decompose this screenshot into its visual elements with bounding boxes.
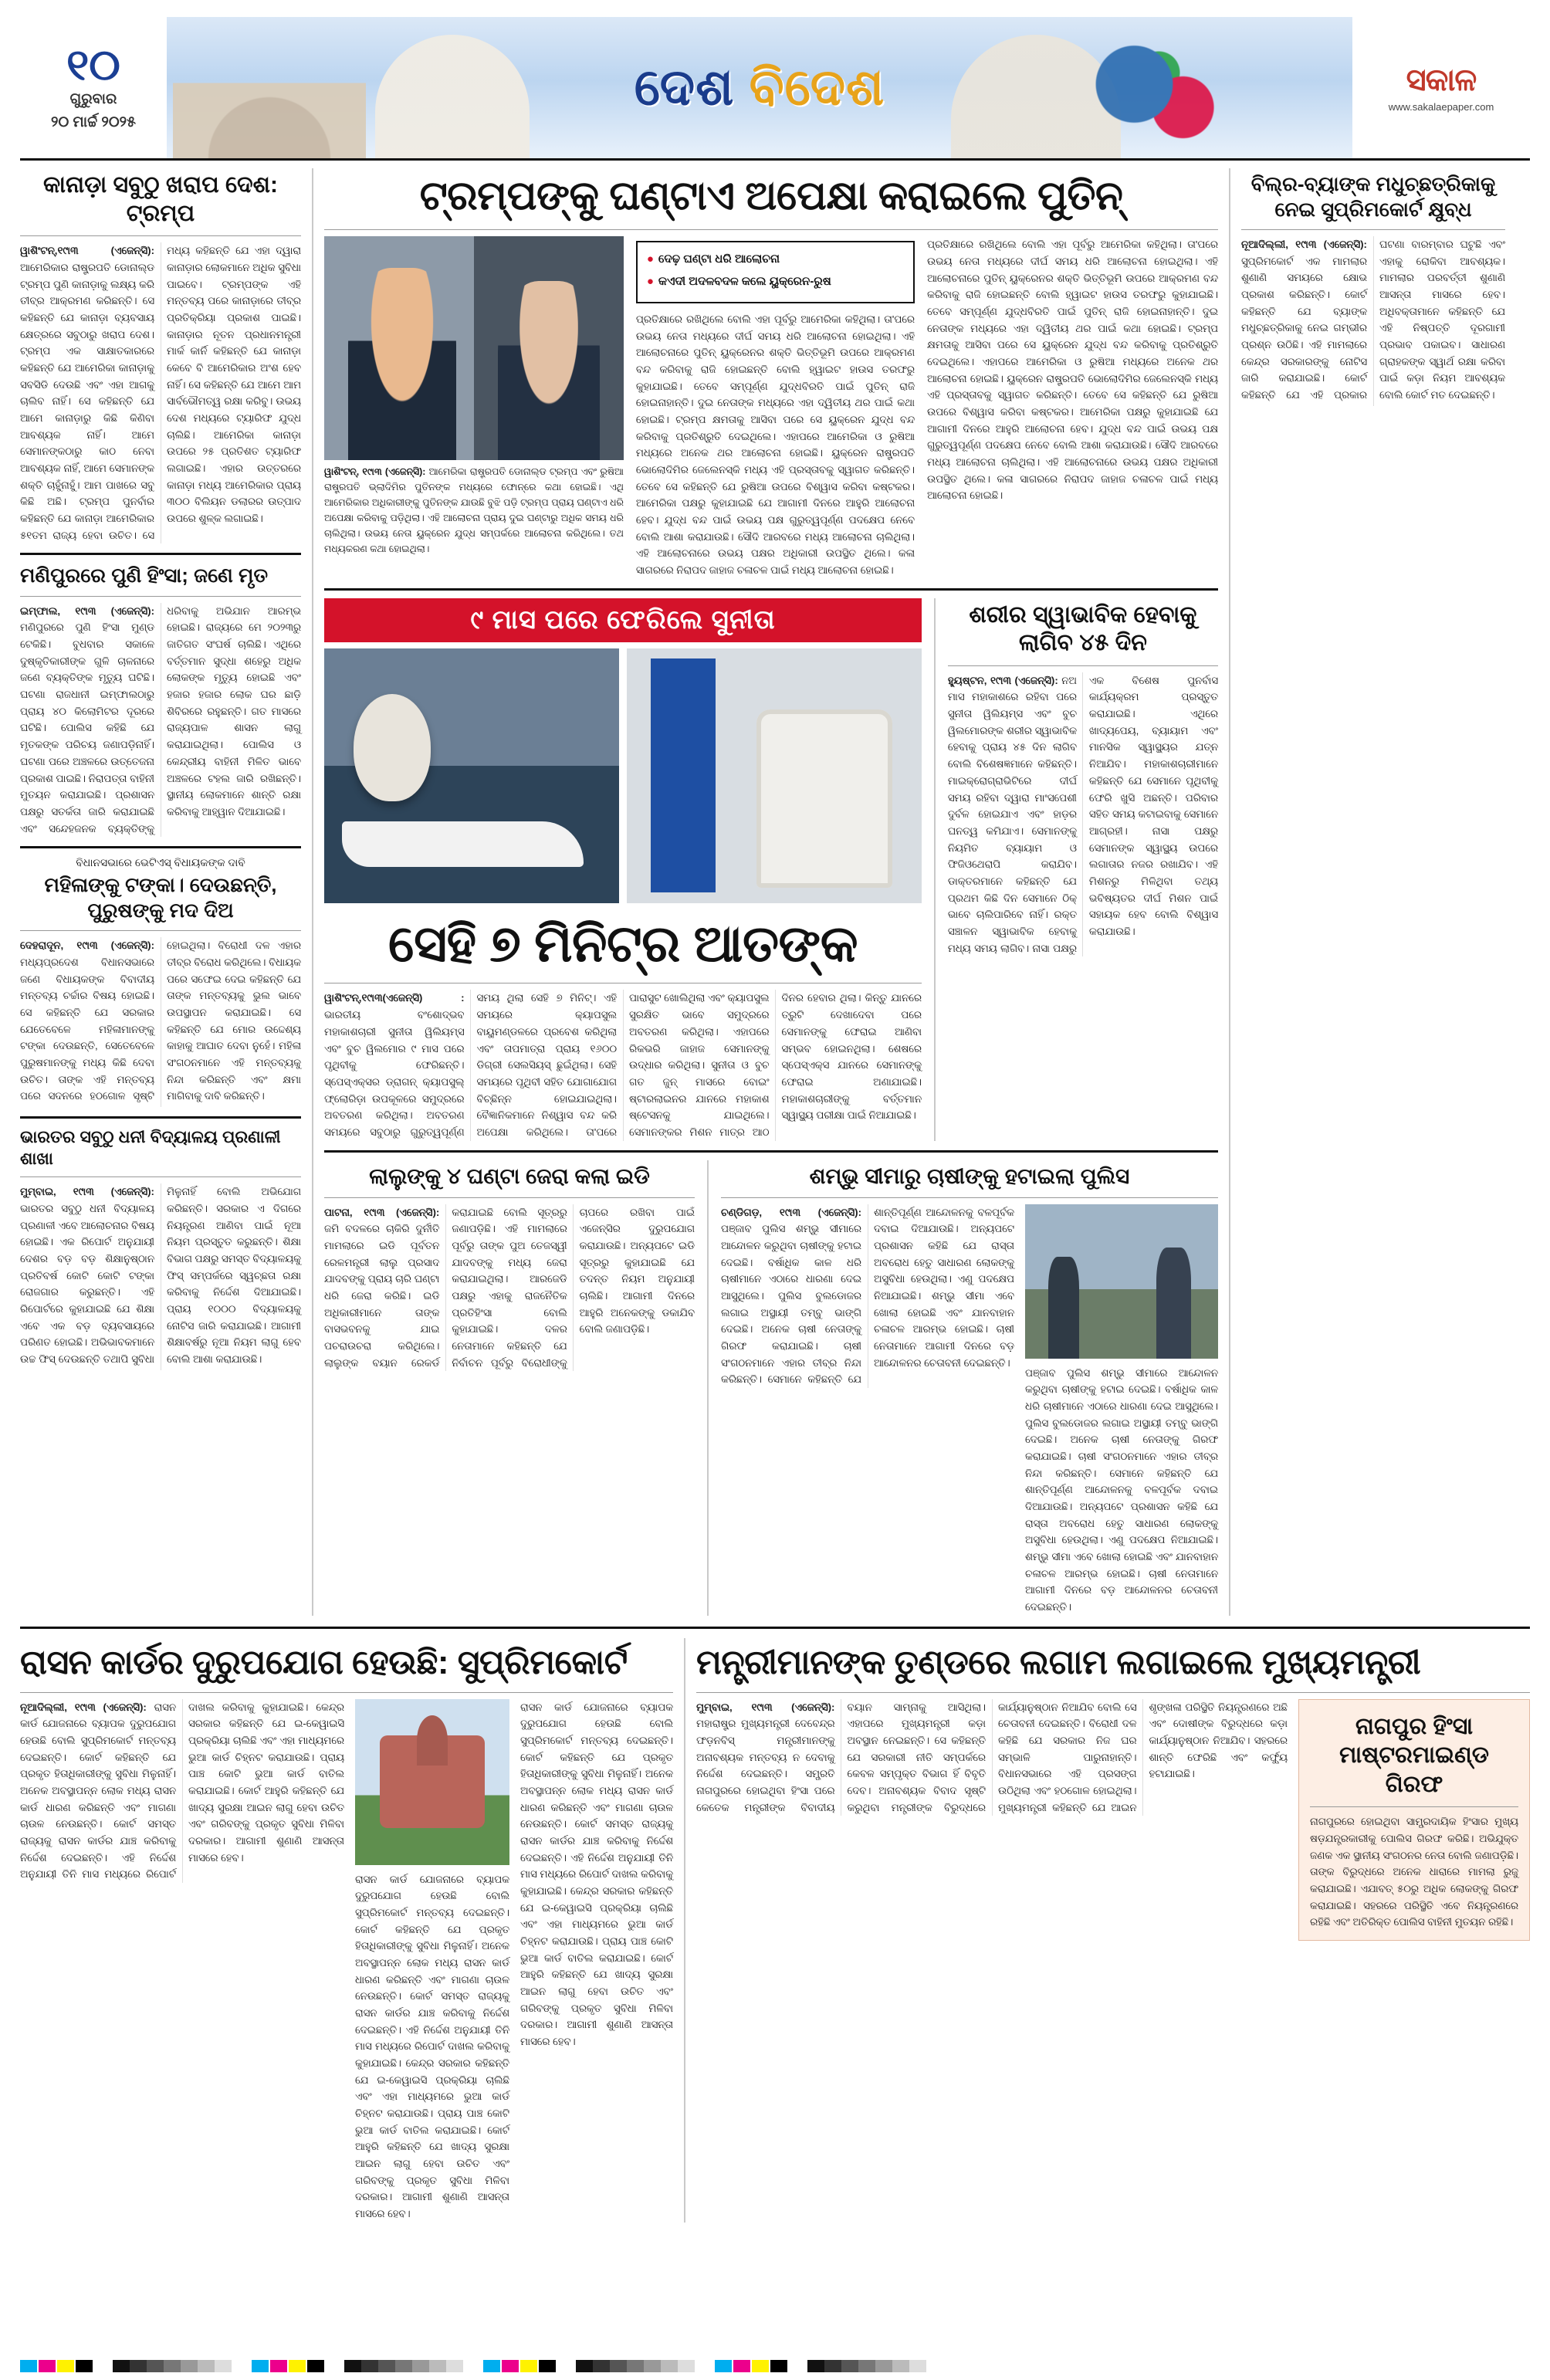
article-body	[324, 990, 922, 1140]
swatch-yellow	[57, 2360, 74, 2372]
article-body	[20, 242, 301, 543]
article-cm-ministers	[685, 1638, 1530, 2223]
body-text-continued: ପଞ୍ଜାବ ପୁଲିସ ଶମ୍ଭୁ ସୀମାରେ ଆନ୍ଦୋଳନ କରୁଥିବା ଚାଷୀଙ୍କୁ ହଟାଇ ଦେଇଛି। ବର୍ଷାଧିକ କାଳ ଧରି ଚାଷୀମାନେ ଏଠାରେ ଧାରଣା ଦେଇ ଆସୁଥିଲେ। ପୁଲିସ ବୁଲଡୋଜର ଲଗାଇ ଅସ୍ଥାୟୀ ତମ୍ବୁ ଭାଙ୍ଗି ଦେଇଛି। ଅନେକ ଚାଷୀ ନେତାଙ୍କୁ ଗିରଫ କରାଯାଇଛି। ଚାଷୀ ସଂଗଠନମାନେ ଏହାର ତୀବ୍ର ନିନ୍ଦା କରିଛନ୍ତି। ସେମାନେ କହିଛନ୍ତି ଯେ ଶାନ୍ତିପୂର୍ଣ୍ଣ ଆନ୍ଦୋଳନକୁ ବଳପୂର୍ବକ ଦବାଇ ଦିଆଯାଉଛି। ଅନ୍ୟପଟେ ପ୍ରଶାସନ କହିଛି ଯେ ରାସ୍ତା ଅବରୋଧ ହେତୁ ସାଧାରଣ ଲୋକଙ୍କୁ ଅସୁବିଧା ହେଉଥିଲା। ଏଣୁ ପଦକ୍ଷେପ ନିଆଯାଇଛି। ଶମ୍ଭୁ ସୀମା ଏବେ ଖୋଲା ହୋଇଛି ଏବଂ ଯାନବାହାନ ଚଳାଚଳ ଆରମ୍ଭ ହୋଇଛି। ଚାଷୀ ନେତାମାନେ ଆଗାମୀ ଦିନରେ ବଡ଼ ଆନ୍ଦୋଳନର ଚେତାବନୀ ଦେଇଛନ୍ତି।	[1025, 1366, 1218, 1613]
sidebar-nagpur-arrest	[1298, 1699, 1530, 1941]
dateline: ଇମ୍ଫାଲ, ୧୯ା୩ (ଏଜେନ୍ସି):	[20, 604, 154, 617]
parliament-building-graphic	[173, 42, 366, 158]
dateline: ପାଟନା, ୧୯ା୩ (ଏଜେନ୍ସି):	[324, 1206, 440, 1218]
caption-text: ଆମେରିକା ରାଷ୍ଟ୍ରପତି ଡୋନାଲ୍ଡ ଟ୍ରମ୍ପ ଏବଂ ରୁଷିଆ ରାଷ୍ଟ୍ରପତି ଭ୍ଲାଦିମିର ପୁତିନଙ୍କ ମଧ୍ୟରେ ଫୋନ୍‌ରେ କଥା ହୋଇଛି। ଏଥି ଆମେରିକାର ଅଧିକାରୀଙ୍କୁ ପୁତିନଙ୍କ ଯାଉଛି ବୁଝି ପଡ଼ି ଟ୍ରମ୍ପ ପ୍ରାୟ ଘଣ୍ଟାଏ ଧରି ଅପେକ୍ଷା କରିବାକୁ ପଡ଼ିଥିଲା। ଏହି ଆଲୋଚନା ପ୍ରାୟ ଦୁଇ ଘଣ୍ଟାରୁ ଅଧିକ ସମୟ ଧରି ଚାଲିଥିଲା। ଉଭୟ ନେତା ୟୁକ୍ରେନ ଯୁଦ୍ଧ ସମ୍ପର୍କରେ ଆଲୋଚନା କରିଥିଲେ। ତଥ ମଧ୍ୟକରଣ କଥା ହୋଇଥିଲା।	[324, 466, 624, 554]
article-health-recovery	[948, 598, 1218, 1141]
article-putin-trump-lead	[324, 173, 1218, 579]
world-flags-graphic	[1078, 38, 1240, 154]
headline: ମଣିପୁରରେ ପୁଣି ହିଂସା; ଜଣେ ମୃତ	[20, 564, 269, 587]
column-divider	[707, 1160, 709, 1616]
publication-logo	[1352, 17, 1530, 158]
body-text: ସୁପ୍ରିମକୋର୍ଟ ଏକ ମାମଲାର ଶୁଣାଣି ସମୟରେ କ୍ଷୋଭ ପ୍ରକାଶ କରିଛନ୍ତି। କୋର୍ଟ କହିଛନ୍ତି ଯେ ବ୍ୟାଙ୍କ ମଧୁଚ୍ଛତ୍ରିକାକୁ ନେଇ ଗମ୍ଭୀର ପ୍ରଶ୍ନ ଉଠିଛି। ଏହି ମାମଲାରେ କେନ୍ଦ୍ର ସରକାରଙ୍କୁ ନୋଟିସ ଜାରି କରାଯାଇଛି। କୋର୍ଟ କହିଛନ୍ତି ଯେ ଏହି ପ୍ରକାର ଘଟଣା ବାରମ୍ବାର ଘଟୁଛି ଏବଂ ଏହାକୁ ରୋକିବା ଆବଶ୍ୟକ। ମାମଲାର ପରବର୍ତ୍ତୀ ଶୁଣାଣି ଆସନ୍ତା ମାସରେ ହେବ। ଅଧିବକ୍ତାମାନେ କହିଛନ୍ତି ଯେ ଏହି ନିଷ୍ପତ୍ତି ଦୂରଗାମୀ ପ୍ରଭାବ ପକାଇବ। ସାଧାରଣ ଗ୍ରାହକଙ୍କ ସ୍ୱାର୍ଥ ରକ୍ଷା କରିବା ପାଇଁ କଡ଼ା ନିୟମ ଆବଶ୍ୟକ ବୋଲି କୋର୍ଟ ମତ ଦେଇଛନ୍ତି।	[1241, 239, 1505, 401]
article-body	[1310, 1813, 1518, 1931]
page-number: ୧୦	[66, 39, 120, 89]
article-bank-supremecourt	[1241, 171, 1505, 406]
dateline: ୱାଶିଂଟନ୍‌,୧୯ା୩ (ଏଜେନ୍ସି):	[20, 245, 154, 257]
masthead	[20, 17, 1530, 161]
photo-capsule-splashdown	[324, 648, 619, 903]
lower-center-row	[324, 1160, 1218, 1616]
article-mla-demand	[20, 856, 301, 1107]
article-body	[20, 603, 301, 837]
highlight-item-1	[647, 273, 904, 290]
article-body-continued	[1025, 1365, 1218, 1616]
article-body	[721, 1204, 1014, 1388]
body-text: ପଞ୍ଜାବ ପୁଲିସ ଶମ୍ଭୁ ସୀମାରେ ଆନ୍ଦୋଳନ କରୁଥିବା ଚାଷୀଙ୍କୁ ହଟାଇ ଦେଇଛି। ବର୍ଷାଧିକ କାଳ ଧରି ଚାଷୀମାନେ ଏଠାରେ ଧାରଣା ଦେଇ ଆସୁଥିଲେ। ପୁଲିସ ବୁଲଡୋଜର ଲଗାଇ ଅସ୍ଥାୟୀ ତମ୍ବୁ ଭାଙ୍ଗି ଦେଇଛି। ଅନେକ ଚାଷୀ ନେତାଙ୍କୁ ଗିରଫ କରାଯାଇଛି। ଚାଷୀ ସଂଗଠନମାନେ ଏହାର ତୀବ୍ର ନିନ୍ଦା କରିଛନ୍ତି। ସେମାନେ କହିଛନ୍ତି ଯେ ଶାନ୍ତିପୂର୍ଣ୍ଣ ଆନ୍ଦୋଳନକୁ ବଳପୂର୍ବକ ଦବାଇ ଦିଆଯାଉଛି। ଅନ୍ୟପଟେ ପ୍ରଶାସନ କହିଛି ଯେ ରାସ୍ତା ଅବରୋଧ ହେତୁ ସାଧାରଣ ଲୋକଙ୍କୁ ଅସୁବିଧା ହେଉଥିଲା। ଏଣୁ ପଦକ୍ଷେପ ନିଆଯାଇଛି। ଶମ୍ଭୁ ସୀମା ଏବେ ଖୋଲା ହୋଇଛି ଏବଂ ଯାନବାହାନ ଚଳାଚଳ ଆରମ୍ଭ ହୋଇଛି। ଚାଷୀ ନେତାମାନେ ଆଗାମୀ ଦିନରେ ବଡ଼ ଆନ୍ଦୋଳନର ଚେତାବନୀ ଦେଇଛନ୍ତି।	[721, 1206, 1014, 1386]
body-text: ନଅ ମାସ ମହାକାଶରେ ରହିବା ପରେ ସୁନୀତା ୱିଲିୟମ୍ସ ଏବଂ ବୁଚ ୱିଲମୋରଙ୍କ ଶରୀର ସ୍ୱାଭାବିକ ହେବାକୁ ପ୍ରାୟ ୪୫ ଦିନ ଲାଗିବ ବୋଲି ବିଶେଷଜ୍ଞମାନେ କହିଛନ୍ତି। ମାଇକ୍ରୋଗ୍ରାଭିଟିରେ ଦୀର୍ଘ ସମୟ ରହିବା ଦ୍ୱାରା ମାଂସପେଶୀ ଦୁର୍ବଳ ହୋଇଯାଏ ଏବଂ ହାଡ଼ର ଘନତ୍ୱ କମିଯାଏ। ସେମାନଙ୍କୁ ନିୟମିତ ବ୍ୟାୟାମ ଓ ଫିଜିଓଥେରାପି କରାଯିବ। ଡାକ୍ତରମାନେ କହିଛନ୍ତି ଯେ ପ୍ରଥମ କିଛି ଦିନ ସେମାନେ ଠିକ୍‌ ଭାବେ ଚାଲିପାରିବେ ନାହିଁ। ରକ୍ତ ସଞ୍ଚାଳନ ସ୍ୱାଭାବିକ ହେବାକୁ ମଧ୍ୟ ସମୟ ଲାଗିବ। ନାସା ପକ୍ଷରୁ ଏକ ବିଶେଷ ପୁନର୍ବାସ କାର୍ଯ୍ୟକ୍ରମ ପ୍ରସ୍ତୁତ କରାଯାଇଛି। ଏଥିରେ ଖାଦ୍ୟପେୟ, ବ୍ୟାୟାମ ଏବଂ ମାନସିକ ସ୍ୱାସ୍ଥ୍ୟର ଯତ୍ନ ନିଆଯିବ। ମହାକାଶଚାରୀମାନେ କହିଛନ୍ତି ଯେ ସେମାନେ ପୃଥିବୀକୁ ଫେରି ଖୁସି ଅଛନ୍ତି। ପରିବାର ସହିତ ସମୟ କଟାଇବାକୁ ସେମାନେ ଆଗ୍ରହୀ। ନାସା ପକ୍ଷରୁ ସେମାନଙ୍କ ସ୍ୱାସ୍ଥ୍ୟ ଉପରେ ଲଗାତାର ନଜର ରଖାଯିବ। ଏହି ମିଶନରୁ ମିଳିଥିବା ତଥ୍ୟ ଭବିଷ୍ୟତର ଦୀର୍ଘ ମିଶନ ପାଇଁ ସହାୟକ ହେବ ବୋଲି ବିଶ୍ୱାସ କରାଯାଉଛି।	[947, 674, 1218, 954]
section-title-part2: ବିଦେଶ	[749, 58, 885, 115]
kicker: ବିଧାନସଭାରେ ଭେଟିଏସ୍‌ ବିଧାୟକଙ୍କ ଦାବି	[76, 856, 245, 869]
body-text: ଆମେରିକାର ରାଷ୍ଟ୍ରପତି ଡୋନାଲ୍ଡ ଟ୍ରମ୍ପ ପୁଣି କାନାଡ଼ାକୁ ଲକ୍ଷ୍ୟ କରି ତୀବ୍ର ଆକ୍ରମଣ କରିଛନ୍ତି। ସେ କହିଛନ୍ତି ଯେ କାନାଡ଼ା ବ୍ୟବସାୟ କ୍ଷେତ୍ରରେ ସବୁଠାରୁ ଖରାପ ଦେଶ। ଟ୍ରମ୍ପ ଏକ ସାକ୍ଷାତକାରରେ କହିଛନ୍ତି ଯେ ଆମେରିକା କାନାଡ଼ାକୁ ସବସିଡି ଦେଉଛି ଏବଂ ଏହା ଆଗକୁ ଚାଲିବ ନାହିଁ। ସେ କହିଛନ୍ତି ଯେ ଆମେ କାନାଡ଼ାରୁ କିଛି କିଣିବା ଆବଶ୍ୟକ ନାହିଁ। ଆମେ ସେମାନଙ୍କଠାରୁ କାଠ ନେବା ଆବଶ୍ୟକ ନାହିଁ, ଆମେ ସେମାନଙ୍କ ଶକ୍ତି ଚାହୁଁନାହୁଁ। ଆମ ପାଖରେ ସବୁ କିଛି ଅଛି। ଟ୍ରମ୍ପ ପୁନର୍ବାର କହିଛନ୍ତି ଯେ କାନାଡ଼ା ଆମେରିକାର ୫୧ତମ ରାଜ୍ୟ ହେବା ଉଚିତ। ସେ ମଧ୍ୟ କହିଛନ୍ତି ଯେ ଏହା ଦ୍ୱାରା କାନାଡ଼ାର ଲୋକମାନେ ଅଧିକ ସୁବିଧା ପାଇବେ। ଟ୍ରମ୍ପଙ୍କ ଏହି ମନ୍ତବ୍ୟ ପରେ କାନାଡ଼ାରେ ତୀବ୍ର ପ୍ରତିକ୍ରିୟା ପ୍ରକାଶ ପାଇଛି। କାନାଡ଼ାର ନୂତନ ପ୍ରଧାନମନ୍ତ୍ରୀ ମାର୍କ କାର୍ନି କହିଛନ୍ତି ଯେ କାନାଡ଼ା କେବେ ବି ଆମେରିକାର ଅଂଶ ହେବ ନାହିଁ। ସେ କହିଛନ୍ତି ଯେ ଆମେ ଆମ ସାର୍ବଭୌମତ୍ୱ ରକ୍ଷା କରିବୁ। ଉଭୟ ଦେଶ ମଧ୍ୟରେ ଟ୍ୟାରିଫ ଯୁଦ୍ଧ ଚାଲିଛି। ଆମେରିକା କାନାଡ଼ା ଉପରେ ୨୫ ପ୍ରତିଶତ ଟ୍ୟାରିଫ ଲଗାଇଛି। ଏହାର ଉତ୍ତରରେ କାନାଡ଼ା ମଧ୍ୟ ଆମେରିକାର ପ୍ରାୟ ୩୦୦ ବିଲିୟନ ଡଲାରର ଉତ୍ପାଦ ଉପରେ ଶୁଳ୍କ ଲଗାଇଛି।	[20, 245, 301, 541]
article-body-left	[636, 311, 915, 579]
masthead-day: ଗୁରୁବାର	[69, 90, 117, 107]
dateline: ନୂଆଦିଲ୍ଲୀ, ୧୯ା୩ (ଏଜେନ୍ସି):	[1241, 239, 1367, 250]
body-text: ରାସନ କାର୍ଡ ଯୋଜନାରେ ବ୍ୟାପକ ଦୁରୁପଯୋଗ ହେଉଛି ବୋଲି ସୁପ୍ରିମକୋର୍ଟ ମନ୍ତବ୍ୟ ଦେଇଛନ୍ତି। କୋର୍ଟ କହିଛନ୍ତି ଯେ ପ୍ରକୃତ ହିତାଧିକାରୀଙ୍କୁ ସୁବିଧା ମିଳୁନାହିଁ। ଅନେକ ଅବସ୍ଥାପନ୍ନ ଲୋକ ମଧ୍ୟ ରାସନ କାର୍ଡ ଧାରଣ କରିଛନ୍ତି ଏବଂ ମାଗଣା ଚାଉଳ ନେଉଛନ୍ତି। କୋର୍ଟ ସମସ୍ତ ରାଜ୍ୟକୁ ରାସନ କାର୍ଡର ଯାଞ୍ଚ କରିବାକୁ ନିର୍ଦ୍ଦେଶ ଦେଇଛନ୍ତି। ଏହି ନିର୍ଦ୍ଦେଶ ଅନୁଯାୟୀ ତିନି ମାସ ମଧ୍ୟରେ ରିପୋର୍ଟ ଦାଖଲ କରିବାକୁ କୁହାଯାଇଛି। କେନ୍ଦ୍ର ସରକାର କହିଛନ୍ତି ଯେ ଇ-କେୱାଇସି ପ୍ରକ୍ରିୟା ଚାଲିଛି ଏବଂ ଏହା ମାଧ୍ୟମରେ ଭୁଆ କାର୍ଡ ଚିହ୍ନଟ କରାଯାଉଛି। ପ୍ରାୟ ପାଞ୍ଚ କୋଟି ଭୁଆ କାର୍ଡ ବାତିଲ କରାଯାଇଛି। କୋର୍ଟ ଆହୁରି କହିଛନ୍ତି ଯେ ଖାଦ୍ୟ ସୁରକ୍ଷା ଆଇନ ଲାଗୁ ହେବା ଉଚିତ ଏବଂ ଗରିବଙ୍କୁ ପ୍ରକୃତ ସୁବିଧା ମିଳିବା ଦରକାର। ଆଗାମୀ ଶୁଣାଣି ଆସନ୍ତା ମାସରେ ହେବ।	[20, 1701, 344, 1881]
photo-supreme-court	[355, 1699, 509, 1865]
photo-farmers-protest	[1025, 1204, 1218, 1359]
supreme-court-graphic	[375, 35, 530, 158]
center-column	[313, 168, 1229, 1616]
column-divider	[934, 598, 936, 1141]
headline: ଭାରତର ସବୁଠୁ ଧନୀ ବିଦ୍ୟାଳୟ ପ୍ରଣାଳୀ ଶାଖା	[20, 1127, 281, 1168]
article-ration-card	[20, 1638, 684, 2223]
website-url: www.sakalaepaper.com	[1388, 100, 1494, 113]
body-text: ମହାରାଷ୍ଟ୍ର ମୁଖ୍ୟମନ୍ତ୍ରୀ ଦେବେନ୍ଦ୍ର ଫଡ଼ନବିସ୍ ମନ୍ତ୍ରୀମାନଙ୍କୁ ଅନାବଶ୍ୟକ ମନ୍ତବ୍ୟ ନ ଦେବାକୁ ନିର୍ଦ୍ଦେଶ ଦେଇଛନ୍ତି। ସମ୍ପ୍ରତି ନାଗପୁରରେ ହୋଇଥିବା ହିଂସା ପରେ କେତେକ ମନ୍ତ୍ରୀଙ୍କ ବିବାଦୀୟ ବୟାନ ସାମ୍ନାକୁ ଆସିଥିଲା। ଏହାପରେ ମୁଖ୍ୟମନ୍ତ୍ରୀ କଡ଼ା ଅବସ୍ଥାନ ନେଇଛନ୍ତି। ସେ କହିଛନ୍ତି ଯେ ସରକାରୀ ନୀତି ସମ୍ପର୍କରେ କେବଳ ସମ୍ପୃକ୍ତ ବିଭାଗ ହିଁ ବିବୃତି ଦେବ। ଅନାବଶ୍ୟକ ବିବାଦ ସୃଷ୍ଟି କରୁଥିବା ମନ୍ତ୍ରୀଙ୍କ ବିରୁଦ୍ଧରେ କାର୍ଯ୍ୟାନୁଷ୍ଠାନ ନିଆଯିବ ବୋଲି ସେ ଚେତାବନୀ ଦେଇଛନ୍ତି। ବିରୋଧୀ ଦଳ କହିଛି ଯେ ସରକାର ନିଜ ଘର ସମ୍ଭାଳି ପାରୁନାହାନ୍ତି। ବିଧାନସଭାରେ ଏହି ପ୍ରସଙ୍ଗ ଉଠିଥିଲା ଏବଂ ହଠଗୋଳ ହୋଇଥିଲା। ମୁଖ୍ୟମନ୍ତ୍ରୀ କହିଛନ୍ତି ଯେ ଆଇନ ଶୃଙ୍ଖଳା ପରିସ୍ଥିତି ନିୟନ୍ତ୍ରଣରେ ଅଛି ଏବଂ ଦୋଷୀଙ୍କ ବିରୁଦ୍ଧରେ କଡ଼ା କାର୍ଯ୍ୟାନୁଷ୍ଠାନ ନିଆଯିବ। ସହରରେ ଶାନ୍ତି ଫେରିଛି ଏବଂ କର୍ଫ୍ୟୁ ହଟାଯାଇଛି।	[696, 1701, 1288, 1813]
article-body	[20, 937, 301, 1107]
article-suneeta-return	[324, 598, 1218, 1141]
grey-scale-2	[344, 2360, 463, 2372]
grey-scale-4	[807, 2360, 926, 2372]
caption-dateline: ୱାଶିଂଟନ୍‌, ୧୯ା୩ (ଏଜେନ୍ସି):	[324, 466, 426, 478]
section-title-part1: ଦେଶ	[634, 58, 735, 115]
bullet-icon: ●	[646, 252, 654, 266]
body-text: ପ୍ରତିକ୍ଷାରେ ରଖିଥିଲେ ବୋଲି ଏହା ପୂର୍ବରୁ ଆମେରିକା କହିଥିଲା। ତା'ପରେ ଉଭୟ ନେତା ମଧ୍ୟରେ ଦୀର୍ଘ ସମୟ ଧରି ଆଲୋଚନା ହୋଇଥିଲା। ଏହି ଆଲୋଚନାରେ ପୁତିନ୍‌ ୟୁକ୍ରେନର ଶକ୍ତି ଭିତ୍ତିଭୂମି ଉପରେ ଆକ୍ରମଣ ବନ୍ଦ କରିବାକୁ ରାଜି ହୋଇଛନ୍ତି ବୋଲି ହ୍ୱାଇଟ ହାଉସ ତରଫରୁ କୁହାଯାଇଛି। ତେବେ ସମ୍ପୂର୍ଣ୍ଣ ଯୁଦ୍ଧବିରତି ପାଇଁ ପୁତିନ୍‌ ରାଜି ହୋଇନାହାନ୍ତି। ଦୁଇ ନେତାଙ୍କ ମଧ୍ୟରେ ଏହା ଦ୍ୱିତୀୟ ଥର ପାଇଁ କଥା ହୋଇଛି। ଟ୍ରମ୍ପ କ୍ଷମତାକୁ ଆସିବା ପରେ ସେ ୟୁକ୍ରେନ ଯୁଦ୍ଧ ବନ୍ଦ କରିବାକୁ ପ୍ରତିଶ୍ରୁତି ଦେଇଥିଲେ। ଏହାପରେ ଆମେରିକା ଓ ରୁଷିଆ ମଧ୍ୟରେ ଅନେକ ଥର ଆଲୋଚନା ହୋଇଛି। ୟୁକ୍ରେନ ରାଷ୍ଟ୍ରପତି ଭୋଲୋଦିମିର ଜେଲେନସ୍କି ମଧ୍ୟ ଏହି ପ୍ରସ୍ତାବକୁ ସ୍ୱାଗତ କରିଛନ୍ତି। ତେବେ ସେ କହିଛନ୍ତି ଯେ ରୁଷିଆ ଉପରେ ବିଶ୍ୱାସ କରିବା କଷ୍ଟକର। ଆମେରିକା ପକ୍ଷରୁ କୁହାଯାଇଛି ଯେ ଆଗାମୀ ଦିନରେ ଆହୁରି ଆଲୋଚନା ହେବ। ଯୁଦ୍ଧ ବନ୍ଦ ପାଇଁ ଉଭୟ ପକ୍ଷ ଗୁରୁତ୍ୱପୂର୍ଣ୍ଣ ପଦକ୍ଷେପ ନେବେ ବୋଲି ଆଶା କରାଯାଉଛି। ସୌଦି ଆରବରେ ମଧ୍ୟ ଆଲୋଚନା ଚାଲିଥିଲା। ଏହି ଆଲୋଚନାରେ ଉଭୟ ପକ୍ଷର ଅଧିକାରୀ ଉପସ୍ଥିତ ଥିଲେ। କଳା ସାଗରରେ ନିରାପଦ ଜାହାଜ ଚଳାଚଳ ପାଇଁ ମଧ୍ୟ ଆଲୋଚନା ହୋଇଛି।	[635, 313, 915, 576]
dateline: ୱାଶିଂଟନ୍‌,୧୯ା୩(ଏଜେନ୍ସି) :	[324, 992, 465, 1004]
headline: ସେହି ୭ ମିନିଟ୍‌ର ଆତଙ୍କ	[388, 914, 858, 972]
cmyk-swatches-3	[483, 2360, 556, 2372]
section-separator	[20, 1627, 1530, 1629]
headline: ବିଲ୍‌ର-ବ୍ୟାଙ୍କ ମଧୁଚ୍ଛତ୍ରିକାକୁ ନେଇ ସୁପ୍ରିମକୋର୍ଟ କ୍ଷୁବ୍ଧ	[1250, 172, 1496, 221]
body-text: ଭାରତର ସବୁଠୁ ଧନୀ ବିଦ୍ୟାଳୟ ପ୍ରଣାଳୀ ଏବେ ଆଲୋଚନାର ବିଷୟ ହୋଇଛି। ଏକ ରିପୋର୍ଟ ଅନୁଯାୟୀ ଦେଶର ବଡ଼ ବଡ଼ ଶିକ୍ଷାନୁଷ୍ଠାନ ପ୍ରତିବର୍ଷ କୋଟି କୋଟି ଟଙ୍କା ରୋଜଗାର କରୁଛନ୍ତି। ଏହି ରିପୋର୍ଟରେ କୁହାଯାଇଛି ଯେ ଶିକ୍ଷା ଏବେ ଏକ ବଡ଼ ବ୍ୟବସାୟରେ ପରିଣତ ହୋଇଛି। ଅଭିଭାବକମାନେ ଉଚ୍ଚ ଫିସ୍ ଦେଉଛନ୍ତି ତଥାପି ସୁବିଧା ମିଳୁନାହିଁ ବୋଲି ଅଭିଯୋଗ କରିଛନ୍ତି। ସରକାର ଏ ଦିଗରେ ନିୟନ୍ତ୍ରଣ ଆଣିବା ପାଇଁ ନୂଆ ନିୟମ ପ୍ରସ୍ତୁତ କରୁଛନ୍ତି। ଶିକ୍ଷା ବିଭାଗ ପକ୍ଷରୁ ସମସ୍ତ ବିଦ୍ୟାଳୟକୁ ଫିସ୍ ସମ୍ପର୍କରେ ସ୍ୱଚ୍ଛତା ରକ୍ଷା କରିବାକୁ ନିର୍ଦ୍ଦେଶ ଦିଆଯାଇଛି। ପ୍ରାୟ ୧୦୦୦ ବିଦ୍ୟାଳୟକୁ ନୋଟିସ ଜାରି କରାଯାଇଛି। ଆଗାମୀ ଶିକ୍ଷାବର୍ଷରୁ ନୂଆ ନିୟମ ଲାଗୁ ହେବ ବୋଲି ଆଶା କରାଯାଉଛି।	[20, 1186, 302, 1366]
bullet-icon: ●	[646, 274, 654, 288]
body-text: ନାଗପୁରରେ ହୋଇଥିବା ସାମ୍ପ୍ରଦାୟିକ ହିଂସାର ମୁଖ୍ୟ ଷଡ଼ଯନ୍ତ୍ରକାରୀକୁ ପୋଲିସ ଗିରଫ କରିଛି। ଅଭିଯୁକ୍ତ ଜଣକ ଏକ ସ୍ଥାନୀୟ ସଂଗଠନର ନେତା ବୋଲି ଜଣାପଡ଼ିଛି। ତାଙ୍କ ବିରୁଦ୍ଧରେ ଅନେକ ଧାରାରେ ମାମଲା ରୁଜୁ କରାଯାଇଛି। ଏଯାବତ୍ ୫୦ରୁ ଅଧିକ ଲୋକଙ୍କୁ ଗିରଫ କରାଯାଇଛି। ସହରରେ ପରିସ୍ଥିତି ଏବେ ନିୟନ୍ତ୍ରଣରେ ରହିଛି ଏବଂ ଅତିରିକ୍ତ ପୋଲିସ ବାହିନୀ ମୁତୟନ ରହିଛି।	[1310, 1816, 1518, 1928]
article-body-continued	[355, 1871, 509, 2223]
article-body	[20, 1699, 344, 1883]
print-registration-bars	[20, 2360, 1530, 2372]
dateline: ମୁମ୍ବାଇ, ୧୯ା୩ (ଏଜେନ୍ସି):	[20, 1186, 154, 1198]
article-body	[1241, 236, 1505, 406]
banner-suneeta: ୯ ମାସ ପରେ ଫେରିଲେ ସୁନୀତା	[324, 598, 922, 642]
cmyk-swatches-2	[252, 2360, 324, 2372]
article-shambhu-border	[721, 1160, 1218, 1616]
body-text-tail: ରାସନ କାର୍ଡ ଯୋଜନାରେ ବ୍ୟାପକ ଦୁରୁପଯୋଗ ହେଉଛି ବୋଲି ସୁପ୍ରିମକୋର୍ଟ ମନ୍ତବ୍ୟ ଦେଇଛନ୍ତି। କୋର୍ଟ କହିଛନ୍ତି ଯେ ପ୍ରକୃତ ହିତାଧିକାରୀଙ୍କୁ ସୁବିଧା ମିଳୁନାହିଁ। ଅନେକ ଅବସ୍ଥାପନ୍ନ ଲୋକ ମଧ୍ୟ ରାସନ କାର୍ଡ ଧାରଣ କରିଛନ୍ତି ଏବଂ ମାଗଣା ଚାଉଳ ନେଉଛନ୍ତି। କୋର୍ଟ ସମସ୍ତ ରାଜ୍ୟକୁ ରାସନ କାର୍ଡର ଯାଞ୍ଚ କରିବାକୁ ନିର୍ଦ୍ଦେଶ ଦେଇଛନ୍ତି। ଏହି ନିର୍ଦ୍ଦେଶ ଅନୁଯାୟୀ ତିନି ମାସ ମଧ୍ୟରେ ରିପୋର୍ଟ ଦାଖଲ କରିବାକୁ କୁହାଯାଇଛି। କେନ୍ଦ୍ର ସରକାର କହିଛନ୍ତି ଯେ ଇ-କେୱାଇସି ପ୍ରକ୍ରିୟା ଚାଲିଛି ଏବଂ ଏହା ମାଧ୍ୟମରେ ଭୁଆ କାର୍ଡ ଚିହ୍ନଟ କରାଯାଉଛି। ପ୍ରାୟ ପାଞ୍ଚ କୋଟି ଭୁଆ କାର୍ଡ ବାତିଲ କରାଯାଇଛି। କୋର୍ଟ ଆହୁରି କହିଛନ୍ତି ଯେ ଖାଦ୍ୟ ସୁରକ୍ଷା ଆଇନ ଲାଗୁ ହେବା ଉଚିତ ଏବଂ ଗରିବଙ୍କୁ ପ୍ରକୃତ ସୁବିଧା ମିଳିବା ଦରକାର। ଆଗାମୀ ଶୁଣାଣି ଆସନ୍ତା ମାସରେ ହେବ।	[520, 1701, 673, 2048]
article-body	[948, 672, 1218, 956]
headline: ମହିଳାଙ୍କୁ ଟଙ୍କା। ଦେଉଛନ୍ତି, ପୁରୁଷଙ୍କୁ ମଦ ଦିଅ	[44, 873, 277, 922]
cmyk-swatches-1	[20, 2360, 93, 2372]
section-title	[635, 57, 885, 118]
highlight-text: ଦେଢ଼ ଘଣ୍ଟା ଧରି ଆଲୋଚନା	[658, 252, 780, 266]
right-column	[1230, 168, 1505, 1616]
headline: ଶରୀର ସ୍ୱାଭାବିକ ହେବାକୁ ଲାଗିବ ୪୫ ଦିନ	[969, 601, 1197, 656]
body-text: ଜମି ବଦଳରେ ଚାକିରି ଦୁର୍ନୀତି ମାମଲାରେ ଇଡି ପୂର୍ବତନ ରେଳମନ୍ତ୍ରୀ ଲାଲୁ ପ୍ରସାଦ ଯାଦବଙ୍କୁ ପ୍ରାୟ ଚାରି ଘଣ୍ଟା ଧରି ଜେରା କରିଛି। ଇଡି ଅଧିକାରୀମାନେ ତାଙ୍କ ବାସଭବନକୁ ଯାଇ ପଚରାଉଚରା କରିଥିଲେ। ଲାଲୁଙ୍କ ବୟାନ ରେକର୍ଡ କରାଯାଇଛି ବୋଲି ସୂତ୍ରରୁ ଜଣାପଡ଼ିଛି। ଏହି ମାମଲାରେ ପୂର୍ବରୁ ତାଙ୍କ ପୁଅ ତେଜସ୍ୱୀ ଯାଦବଙ୍କୁ ମଧ୍ୟ ଜେରା କରାଯାଇଥିଲା। ଆରଜେଡି ପକ୍ଷରୁ ଏହାକୁ ରାଜନୈତିକ ପ୍ରତିହିଂସା ବୋଲି କୁହାଯାଇଛି। ଦଳର ନେତାମାନେ କହିଛନ୍ତି ଯେ ନିର୍ବାଚନ ପୂର୍ବରୁ ବିରୋଧୀଙ୍କୁ ଚାପରେ ରଖିବା ପାଇଁ ଏଜେନ୍ସିର ଦୁରୁପଯୋଗ କରାଯାଉଛି। ଅନ୍ୟପଟେ ଇଡି ସୂତ୍ରରୁ କୁହାଯାଇଛି ଯେ ତଦନ୍ତ ନିୟମ ଅନୁଯାୟୀ ଚାଲିଛି। ଆଗାମୀ ଦିନରେ ଆହୁରି ଅନେକଙ୍କୁ ଡକାଯିବ ବୋଲି ଜଣାପଡ଼ିଛି।	[324, 1206, 695, 1369]
main-content-grid	[20, 168, 1530, 1616]
dateline: ନୂଆଦିଲ୍ଲୀ, ୧୯ା୩ (ଏଜେନ୍ସି):	[20, 1701, 147, 1713]
dateline: ହ୍ୟୁଷ୍ଟନ, ୧୯ା୩ (ଏଜେନ୍ସି):	[947, 674, 1058, 686]
headline: ନାଗପୁର ହିଂସା ମାଷ୍ଟରମାଇଣ୍ଡ ଗିରଫ	[1338, 1713, 1490, 1797]
headline: କାନାଡ଼ା ସବୁଠୁ ଖରାପ ଦେଶ: ଟ୍ରମ୍ପ	[43, 172, 278, 226]
masthead-date: ୨୦ ମାର୍ଚ୍ଚ ୨୦୨୫	[51, 113, 136, 130]
bottom-grid	[20, 1638, 1530, 2223]
swatch-cyan	[20, 2360, 37, 2372]
article-body	[696, 1699, 1288, 1816]
cmyk-swatches-4	[715, 2360, 787, 2372]
logo-text: ସକାଳ	[1406, 63, 1477, 97]
article-manipur-violence	[20, 563, 301, 837]
grey-scale-1	[113, 2360, 232, 2372]
article-body-right	[927, 236, 1218, 504]
body-text-continued: ରାସନ କାର୍ଡ ଯୋଜନାରେ ବ୍ୟାପକ ଦୁରୁପଯୋଗ ହେଉଛି ବୋଲି ସୁପ୍ରିମକୋର୍ଟ ମନ୍ତବ୍ୟ ଦେଇଛନ୍ତି। କୋର୍ଟ କହିଛନ୍ତି ଯେ ପ୍ରକୃତ ହିତାଧିକାରୀଙ୍କୁ ସୁବିଧା ମିଳୁନାହିଁ। ଅନେକ ଅବସ୍ଥାପନ୍ନ ଲୋକ ମଧ୍ୟ ରାସନ କାର୍ଡ ଧାରଣ କରିଛନ୍ତି ଏବଂ ମାଗଣା ଚାଉଳ ନେଉଛନ୍ତି। କୋର୍ଟ ସମସ୍ତ ରାଜ୍ୟକୁ ରାସନ କାର୍ଡର ଯାଞ୍ଚ କରିବାକୁ ନିର୍ଦ୍ଦେଶ ଦେଇଛନ୍ତି। ଏହି ନିର୍ଦ୍ଦେଶ ଅନୁଯାୟୀ ତିନି ମାସ ମଧ୍ୟରେ ରିପୋର୍ଟ ଦାଖଲ କରିବାକୁ କୁହାଯାଇଛି। କେନ୍ଦ୍ର ସରକାର କହିଛନ୍ତି ଯେ ଇ-କେୱାଇସି ପ୍ରକ୍ରିୟା ଚାଲିଛି ଏବଂ ଏହା ମାଧ୍ୟମରେ ଭୁଆ କାର୍ଡ ଚିହ୍ନଟ କରାଯାଉଛି। ପ୍ରାୟ ପାଞ୍ଚ କୋଟି ଭୁଆ କାର୍ଡ ବାତିଲ କରାଯାଇଛି। କୋର୍ଟ ଆହୁରି କହିଛନ୍ତି ଯେ ଖାଦ୍ୟ ସୁରକ୍ଷା ଆଇନ ଲାଗୁ ହେବା ଉଚିତ ଏବଂ ଗରିବଙ୍କୁ ପ୍ରକୃତ ସୁବିଧା ମିଳିବା ଦରକାର। ଆଗାମୀ ଶୁଣାଣି ଆସନ୍ତା ମାସରେ ହେବ।	[355, 1873, 509, 2220]
swatch-black	[76, 2360, 93, 2372]
body-text: ମଣିପୁରରେ ପୁଣି ହିଂସା ମୁଣ୍ଡ ଟେକିଛି। ବୁଧବାର ସକାଳେ ଦୁଷ୍କୃତିକାରୀଙ୍କ ଗୁଳି ଚାଳନାରେ ଜଣେ ବ୍ୟକ୍ତିଙ୍କ ମୃତ୍ୟୁ ଘଟିଛି। ଘଟଣା ରାଜଧାନୀ ଇମ୍ଫାଲଠାରୁ ପ୍ରାୟ ୪୦ କିଲୋମିଟର ଦୂରରେ ଘଟିଛି। ପୋଲିସ କହିଛି ଯେ ମୃତକଙ୍କ ପରିଚୟ ଜଣାପଡ଼ିନାହିଁ। ଘଟଣା ପରେ ଅଞ୍ଚଳରେ ଉତ୍ତେଜନା ପ୍ରକାଶ ପାଇଛି। ନିରାପତ୍ତା ବାହିନୀ ମୁତୟନ କରାଯାଇଛି। ପ୍ରଶାସନ ପକ୍ଷରୁ ସତର୍କତା ଜାରି କରାଯାଇଛି ଏବଂ ସନ୍ଦେହଜନକ ବ୍ୟକ୍ତିଙ୍କୁ ଧରିବାକୁ ଅଭିଯାନ ଆରମ୍ଭ ହୋଇଛି। ରାଜ୍ୟରେ ମେ ୨୦୨୩ରୁ ଜାତିଗତ ସଂଘର୍ଷ ଚାଲିଛି। ଏଥିରେ ବର୍ତ୍ତମାନ ସୁଦ୍ଧା ଶହେରୁ ଅଧିକ ଲୋକଙ୍କ ମୃତ୍ୟୁ ହୋଇଛି ଏବଂ ହଜାର ହଜାର ଲୋକ ଘର ଛାଡ଼ି ଶିବିରରେ ରହୁଛନ୍ତି। ଗତ ମାସରେ ରାଜ୍ୟପାଳ ଶାସନ ଲାଗୁ କରାଯାଇଥିଲା। ପୋଲିସ ଓ କେନ୍ଦ୍ରୀୟ ବାହିନୀ ମିଳିତ ଭାବେ ଅଞ୍ଚଳରେ ଟହଲ ଜାରି ରଖିଛନ୍ତି। ସ୍ଥାନୀୟ ଲୋକମାନେ ଶାନ୍ତି ରକ୍ଷା କରିବାକୁ ଆହ୍ୱାନ ଦିଆଯାଇଛି।	[20, 604, 301, 835]
headline: ମନ୍ତ୍ରୀମାନଙ୍କ ତୁଣ୍ଡରେ ଲଗାମ ଲଗାଇଲେ ମୁଖ୍ୟମନ୍ତ୍ରୀ	[696, 1643, 1421, 1681]
dateline: ମୁମ୍ବାଇ, ୧୯ା୩ (ଏଜେନ୍ସି):	[696, 1701, 835, 1713]
dateline: ଚଣ୍ଡିଗଡ଼, ୧୯ା୩ (ଏଜେନ୍ସି):	[721, 1206, 861, 1218]
article-body-tail	[520, 1699, 673, 2050]
masthead-banner	[167, 17, 1352, 158]
headline: ଶମ୍ଭୁ ସୀମାରୁ ଚାଷୀଙ୍କୁ ହଟାଇଲା ପୁଲିସ	[809, 1163, 1130, 1188]
article-richest-school	[20, 1126, 301, 1370]
body-text: ମଧ୍ୟପ୍ରଦେଶ ବିଧାନସଭାରେ ଜଣେ ବିଧାୟକଙ୍କ ବିବାଦୀୟ ମନ୍ତବ୍ୟ ଚର୍ଚ୍ଚାର ବିଷୟ ହୋଇଛି। ସେ କହିଛନ୍ତି ଯେ ସରକାର ଯେତେବେଳେ ମହିଳାମାନଙ୍କୁ ଟଙ୍କା ଦେଉଛନ୍ତି, ସେତେବେଳେ ପୁରୁଷମାନଙ୍କୁ ମଧ୍ୟ କିଛି ଦେବା ଉଚିତ। ତାଙ୍କ ଏହି ମନ୍ତବ୍ୟ ପରେ ସଦନରେ ହଠଗୋଳ ସୃଷ୍ଟି ହୋଇଥିଲା। ବିରୋଧୀ ଦଳ ଏହାର ତୀବ୍ର ବିରୋଧ କରିଥିଲେ। ବିଧାୟକ ପରେ ସଫେଇ ଦେଇ କହିଛନ୍ତି ଯେ ତାଙ୍କ ମନ୍ତବ୍ୟକୁ ଭୁଲ ଭାବେ ଉପସ୍ଥାପନ କରାଯାଇଛି। ସେ କହିଛନ୍ତି ଯେ ମୋର ଉଦ୍ଦେଶ୍ୟ କାହାକୁ ଆଘାତ ଦେବା ନୁହେଁ। ମହିଳା ସଂଗଠନମାନେ ଏହି ମନ୍ତବ୍ୟକୁ ନିନ୍ଦା କରିଛନ୍ତି ଏବଂ କ୍ଷମା ମାଗିବାକୁ ଦାବି କରିଛନ୍ତି।	[20, 939, 301, 1102]
grey-scale-3	[576, 2360, 695, 2372]
body-text: ଭାରତୀୟ ବଂଶୋଦ୍ଭବ ମହାକାଶଚାରୀ ସୁନୀତା ୱିଲିୟମ୍ସ ଏବଂ ବୁଚ ୱିଲମୋର ୯ ମାସ ପରେ ପୃଥିବୀକୁ ଫେରିଛନ୍ତି। ସ୍ପେସ୍‌ଏକ୍ସର ଡ୍ରାଗନ୍ କ୍ୟାପସୁଲ୍ ଫ୍ଲୋରିଡ଼ା ଉପକୂଳରେ ସମୁଦ୍ରରେ ଅବତରଣ କରିଥିଲା। ଅବତରଣ ସମୟରେ ସବୁଠାରୁ ଗୁରୁତ୍ୱପୂର୍ଣ୍ଣ ସମୟ ଥିଲା ସେହି ୭ ମିନିଟ୍। ଏହି ସମୟରେ କ୍ୟାପସୁଲ ବାୟୁମଣ୍ଡଳରେ ପ୍ରବେଶ କରିଥିଲା ଏବଂ ତାପମାତ୍ରା ପ୍ରାୟ ୧୬୦୦ ଡିଗ୍ରୀ ସେଲସିୟସ୍ ଛୁଇଁଥିଲା। ସେହି ସମୟରେ ପୃଥିବୀ ସହିତ ଯୋଗାଯୋଗ ବିଚ୍ଛିନ୍ନ ହୋଇଯାଇଥିଲା। ବୈଜ୍ଞାନିକମାନେ ନିଶ୍ୱାସ ବନ୍ଦ କରି ଅପେକ୍ଷା କରିଥିଲେ। ତା'ପରେ ପାରାସୁଟ ଖୋଲିଥିଲା ଏବଂ କ୍ୟାପସୁଲ ସୁରକ୍ଷିତ ଭାବେ ସମୁଦ୍ରରେ ଅବତରଣ କରିଥିଲା। ଏହାପରେ ରିକଭରି ଜାହାଜ ସେମାନଙ୍କୁ ଉଦ୍ଧାର କରିଥିଲା। ସୁନୀତା ଓ ବୁଚ ଗତ ଜୁନ୍ ମାସରେ ବୋଇଂ ଷ୍ଟାରଲାଇନର ଯାନରେ ମହାକାଶ ଷ୍ଟେସନକୁ ଯାଇଥିଲେ। ସେମାନଙ୍କର ମିଶନ ମାତ୍ର ଆଠ ଦିନର ହେବାର ଥିଲା। କିନ୍ତୁ ଯାନରେ ତ୍ରୁଟି ଦେଖାଦେବା ପରେ ସେମାନଙ୍କୁ ଫେରାଇ ଆଣିବା ସମ୍ଭବ ହୋଇନଥିଲା। ଶେଷରେ ସ୍ପେସ୍‌ଏକ୍ସ ଯାନରେ ସେମାନଙ୍କୁ ଫେରାଇ ଅଣାଯାଇଛି। ମହାକାଶଚାରୀଙ୍କୁ ବର୍ତ୍ତମାନ ସ୍ୱାସ୍ଥ୍ୟ ପରୀକ୍ଷା ପାଇଁ ନିଆଯାଇଛି।	[324, 992, 922, 1138]
article-canada-trump	[20, 171, 301, 543]
photo-suneeta-stretcher	[627, 648, 922, 903]
photo-caption	[324, 465, 624, 557]
highlight-item-0	[647, 250, 904, 268]
masthead-date-block	[20, 17, 167, 158]
highlight-text: କଏଦୀ ଅଦଳବଦଳ କଲେ ୟୁକ୍ରେନ-ରୁଷ	[658, 274, 831, 288]
article-body	[324, 1204, 695, 1372]
dateline: ଦେହରାଦୂନ, ୧୯ା୩ (ଏଜେନ୍ସି):	[20, 939, 154, 952]
headline: ଲାଲୁଙ୍କୁ ୪ ଘଣ୍ଟା ଜେରା କଲା ଇଡି	[369, 1163, 650, 1188]
article-lalu-ed	[324, 1160, 695, 1616]
swatch-magenta	[39, 2360, 56, 2372]
body-text-continued: ପ୍ରତିକ୍ଷାରେ ରଖିଥିଲେ ବୋଲି ଏହା ପୂର୍ବରୁ ଆମେରିକା କହିଥିଲା। ତା'ପରେ ଉଭୟ ନେତା ମଧ୍ୟରେ ଦୀର୍ଘ ସମୟ ଧରି ଆଲୋଚନା ହୋଇଥିଲା। ଏହି ଆଲୋଚନାରେ ପୁତିନ୍‌ ୟୁକ୍ରେନର ଶକ୍ତି ଭିତ୍ତିଭୂମି ଉପରେ ଆକ୍ରମଣ ବନ୍ଦ କରିବାକୁ ରାଜି ହୋଇଛନ୍ତି ବୋଲି ହ୍ୱାଇଟ ହାଉସ ତରଫରୁ କୁହାଯାଇଛି। ତେବେ ସମ୍ପୂର୍ଣ୍ଣ ଯୁଦ୍ଧବିରତି ପାଇଁ ପୁତିନ୍‌ ରାଜି ହୋଇନାହାନ୍ତି। ଦୁଇ ନେତାଙ୍କ ମଧ୍ୟରେ ଏହା ଦ୍ୱିତୀୟ ଥର ପାଇଁ କଥା ହୋଇଛି। ଟ୍ରମ୍ପ କ୍ଷମତାକୁ ଆସିବା ପରେ ସେ ୟୁକ୍ରେନ ଯୁଦ୍ଧ ବନ୍ଦ କରିବାକୁ ପ୍ରତିଶ୍ରୁତି ଦେଇଥିଲେ। ଏହାପରେ ଆମେରିକା ଓ ରୁଷିଆ ମଧ୍ୟରେ ଅନେକ ଥର ଆଲୋଚନା ହୋଇଛି। ୟୁକ୍ରେନ ରାଷ୍ଟ୍ରପତି ଭୋଲୋଦିମିର ଜେଲେନସ୍କି ମଧ୍ୟ ଏହି ପ୍ରସ୍ତାବକୁ ସ୍ୱାଗତ କରିଛନ୍ତି। ତେବେ ସେ କହିଛନ୍ତି ଯେ ରୁଷିଆ ଉପରେ ବିଶ୍ୱାସ କରିବା କଷ୍ଟକର। ଆମେରିକା ପକ୍ଷରୁ କୁହାଯାଇଛି ଯେ ଆଗାମୀ ଦିନରେ ଆହୁରି ଆଲୋଚନା ହେବ। ଯୁଦ୍ଧ ବନ୍ଦ ପାଇଁ ଉଭୟ ପକ୍ଷ ଗୁରୁତ୍ୱପୂର୍ଣ୍ଣ ପଦକ୍ଷେପ ନେବେ ବୋଲି ଆଶା କରାଯାଉଛି। ସୌଦି ଆରବରେ ମଧ୍ୟ ଆଲୋଚନା ଚାଲିଥିଲା। ଏହି ଆଲୋଚନାରେ ଉଭୟ ପକ୍ଷର ଅଧିକାରୀ ଉପସ୍ଥିତ ଥିଲେ। କଳା ସାଗରରେ ନିରାପଦ ଜାହାଜ ଚଳାଚଳ ପାଇଁ ମଧ୍ୟ ଆଲୋଚନା ହୋଇଛି।	[927, 239, 1218, 502]
headline: ଟ୍ରମ୍ପଙ୍କୁ ଘଣ୍ଟାଏ ଅପେକ୍ଷା କରାଇଲେ ପୁତିନ୍	[419, 174, 1123, 218]
highlight-box	[636, 241, 915, 303]
photo-trump-putin	[324, 236, 624, 460]
headline: ରାସନ କାର୍ଡର ଦୁରୁପଯୋଗ ହେଉଛି: ସୁପ୍ରିମକୋର୍ଟ	[20, 1643, 628, 1681]
article-body	[20, 1183, 301, 1370]
left-column	[20, 168, 312, 1616]
